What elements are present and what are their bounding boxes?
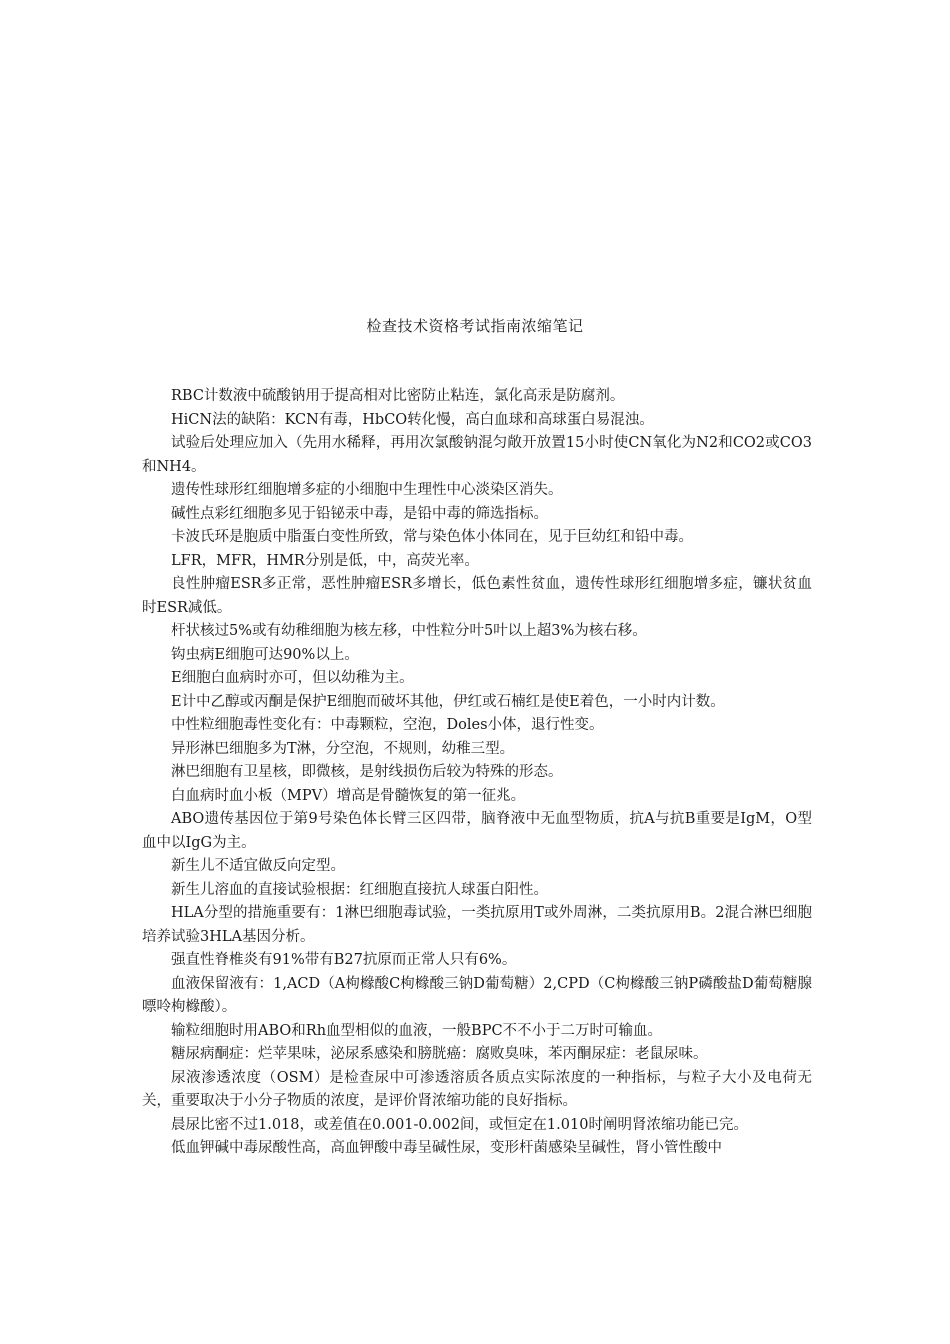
paragraph: 白血病时血小板（MPV）增高是骨髓恢复的第一征兆。	[171, 787, 526, 804]
paragraph: 血液保留液有：1,ACD（A枸橼酸C枸橼酸三钠D葡萄糖）2,CPD（C枸橼酸三钠P磷酸盐D葡萄糖腺嘌呤枸橼酸）。	[142, 975, 812, 1015]
paragraph: 强直性脊椎炎有91%带有B27抗原而正常人只有6%。	[171, 952, 517, 968]
document-body	[142, 385, 812, 1161]
paragraph: 低血钾碱中毒尿酸性高，高血钾酸中毒呈碱性尿，变形杆菌感染呈碱性，肾小管性酸中	[171, 1140, 722, 1156]
paragraph: HiCN法的缺陷：KCN有毒，HbCO转化慢，高白血球和高球蛋白易混浊。	[171, 411, 654, 428]
paragraph: 试验后处理应加入（先用水稀释，再用次氯酸钠混匀敞开放置15小时使CN氧化为N2和CO2或CO3和NH4。	[142, 435, 812, 475]
paragraph: 良性肿瘤ESR多正常，恶性肿瘤ESR多增长，低色素性贫血，遗传性球形红细胞增多症，镰状贫血时ESR减低。	[142, 576, 812, 616]
paragraph: 杆状核过5%或有幼稚细胞为核左移，中性粒分叶5叶以上超3%为核右移。	[171, 623, 647, 639]
paragraph: 新生儿溶血的直接试验根据：红细胞直接抗人球蛋白阳性。	[171, 881, 548, 898]
paragraph: HLA分型的措施重要有：1淋巴细胞毒试验，一类抗原用T或外周淋，二类抗原用B。2混合淋巴细胞培养试验3HLA基因分析。	[142, 905, 812, 945]
paragraph: E计中乙醇或丙酮是保护E细胞而破坏其他，伊红或石楠红是使E着色，一小时内计数。	[171, 693, 725, 710]
paragraph: 钩虫病E细胞可达90%以上。	[171, 646, 359, 663]
paragraph: 新生儿不适宜做反向定型。	[171, 858, 345, 874]
paragraph: LFR，MFR，HMR分别是低，中，高荧光率。	[171, 552, 479, 569]
paragraph: 卡波氏环是胞质中脂蛋白变性所致，常与染色体小体同在，见于巨幼红和铅中毒。	[171, 529, 693, 545]
paragraph: 中性粒细胞毒性变化有：中毒颗粒，空泡，Doles小体，退行性变。	[171, 717, 604, 733]
document-title: 检查技术资格考试指南浓缩笔记	[366, 317, 584, 335]
paragraph: ABO遗传基因位于第9号染色体长臂三区四带，脑脊液中无血型物质，抗A与抗B重要是IgM，O型血中以IgG为主。	[142, 811, 812, 851]
paragraph: 糖尿病酮症：烂苹果味，泌尿系感染和膀胱癌：腐败臭味，苯丙酮尿症：老鼠尿味。	[171, 1046, 708, 1062]
paragraph: 遗传性球形红细胞增多症的小细胞中生理性中心淡染区消失。	[171, 482, 563, 498]
paragraph: 碱性点彩红细胞多见于铅铋汞中毒，是铅中毒的筛选指标。	[171, 505, 548, 522]
paragraph: 尿液渗透浓度（OSM）是检查尿中可渗透溶质各质点实际浓度的一种指标，与粒子大小及电荷无关，重要取决于小分子物质的浓度，是评价肾浓缩功能的良好指标。	[142, 1069, 812, 1109]
paragraph: 异形淋巴细胞多为T淋，分空泡，不规则，幼稚三型。	[171, 740, 515, 757]
paragraph: RBC计数液中硫酸钠用于提高相对比密防止粘连，氯化高汞是防腐剂。	[171, 388, 625, 404]
paragraph: 输粒细胞时用ABO和Rh血型相似的血液，一般BPC不不小于二万时可输血。	[171, 1022, 663, 1039]
paragraph: E细胞白血病时亦可，但以幼稚为主。	[171, 670, 414, 686]
paragraph: 淋巴细胞有卫星核，即微核，是射线损伤后较为特殊的形态。	[171, 764, 563, 780]
paragraph: 晨尿比密不过1.018，或差值在0.001-0.002间，或恒定在1.010时阐明肾浓缩功能已完。	[171, 1116, 748, 1133]
